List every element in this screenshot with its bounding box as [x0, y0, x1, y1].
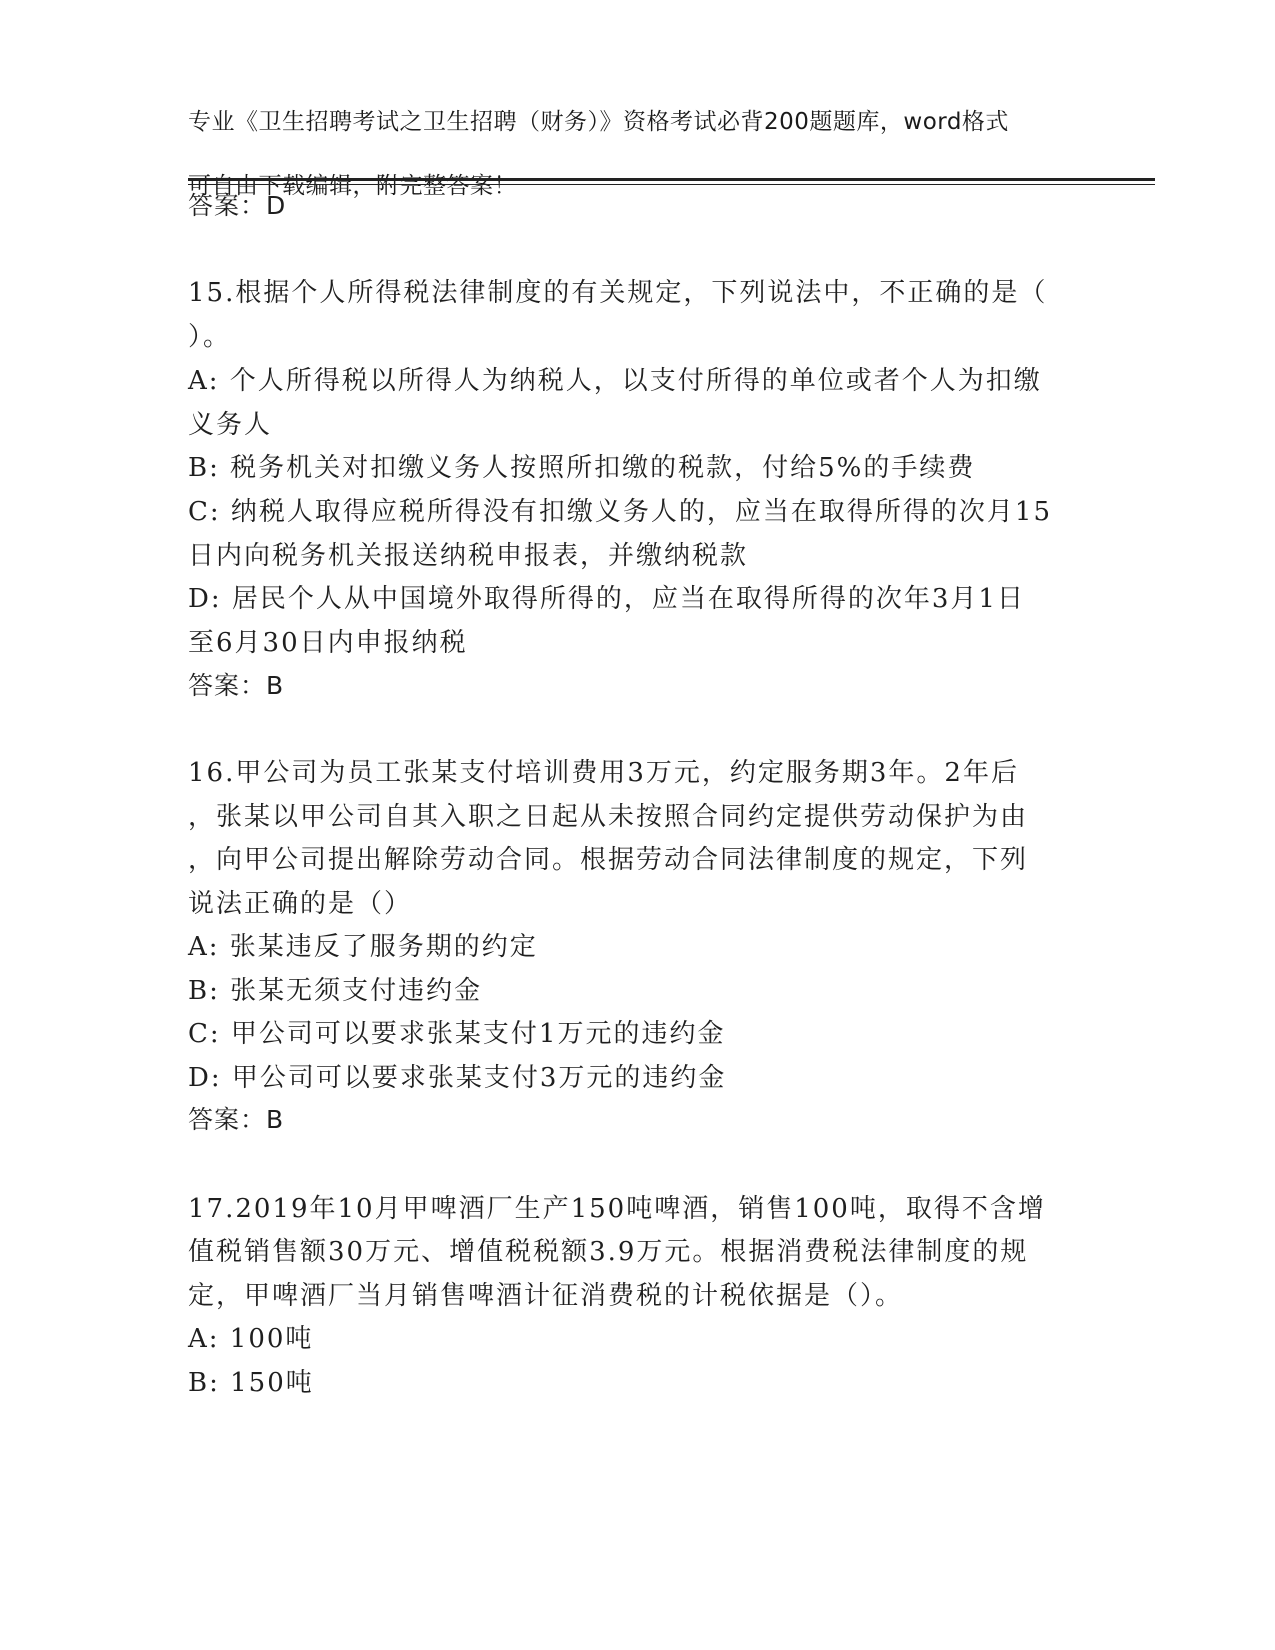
q15-stem-line-1: 15.根据个人所得税法律制度的有关规定，下列说法中，不正确的是（ — [188, 278, 1048, 308]
document-header — [188, 74, 1088, 234]
q16-stem-line-3: ，向甲公司提出解除劳动合同。根据劳动合同法律制度的规定，下列 — [188, 845, 1029, 875]
q15-option-c-line-1: C: 纳税人取得应税所得没有扣缴义务人的，应当在取得所得的次月15 — [188, 497, 1053, 527]
q15-answer: 答案：B — [188, 671, 285, 700]
q17-option-a: A: 100吨 — [188, 1324, 314, 1354]
q16-stem-line-2: ，张某以甲公司自其入职之日起从未按照合同约定提供劳动保护为由 — [188, 802, 1029, 832]
q17-stem-line-3: 定，甲啤酒厂当月销售啤酒计征消费税的计税依据是（）。 — [188, 1281, 904, 1311]
previous-answer: 答案：D — [188, 191, 287, 220]
q15-option-d-line-2: 至6月30日内申报纳税 — [188, 628, 468, 658]
q17-option-b: B: 150吨 — [188, 1368, 314, 1398]
q16-option-b: B: 张某无须支付违约金 — [188, 976, 483, 1006]
q16-option-d: D: 甲公司可以要求张某支付3万元的违约金 — [188, 1063, 727, 1093]
header-line-2: 可自由下载编辑，附完整答案！ — [188, 173, 517, 199]
header-divider-thin — [188, 184, 1155, 185]
q15-option-b: B: 税务机关对扣缴义务人按照所扣缴的税款，付给5%的手续费 — [188, 453, 976, 483]
q15-option-a-line-2: 义务人 — [188, 410, 273, 440]
q16-option-a: A: 张某违反了服务期的约定 — [188, 932, 538, 962]
q17-stem-line-1: 17.2019年10月甲啤酒厂生产150吨啤酒，销售100吨，取得不含增 — [188, 1194, 1046, 1224]
q17-stem-line-2: 值税销售额30万元、增值税税额3.9万元。根据消费税法律制度的规 — [188, 1237, 1029, 1267]
q15-option-c-line-2: 日内向税务机关报送纳税申报表，并缴纳税款 — [188, 541, 749, 571]
q16-stem-line-4: 说法正确的是（） — [188, 889, 413, 919]
q15-option-a-line-1: A: 个人所得税以所得人为纳税人，以支付所得的单位或者个人为扣缴 — [188, 366, 1042, 396]
q16-option-c: C: 甲公司可以要求张某支付1万元的违约金 — [188, 1019, 726, 1049]
header-divider-thick — [188, 178, 1155, 181]
q15-option-d-line-1: D: 居民个人从中国境外取得所得的，应当在取得所得的次年3月1日 — [188, 584, 1025, 614]
header-line-1: 专业《卫生招聘考试之卫生招聘（财务）》资格考试必背200题题库，word格式 — [188, 109, 1009, 135]
q15-stem-line-2: ）。 — [188, 322, 232, 352]
q16-stem-line-1: 16.甲公司为员工张某支付培训费用3万元，约定服务期3年。2年后 — [188, 758, 1019, 788]
q16-answer: 答案：B — [188, 1105, 285, 1134]
